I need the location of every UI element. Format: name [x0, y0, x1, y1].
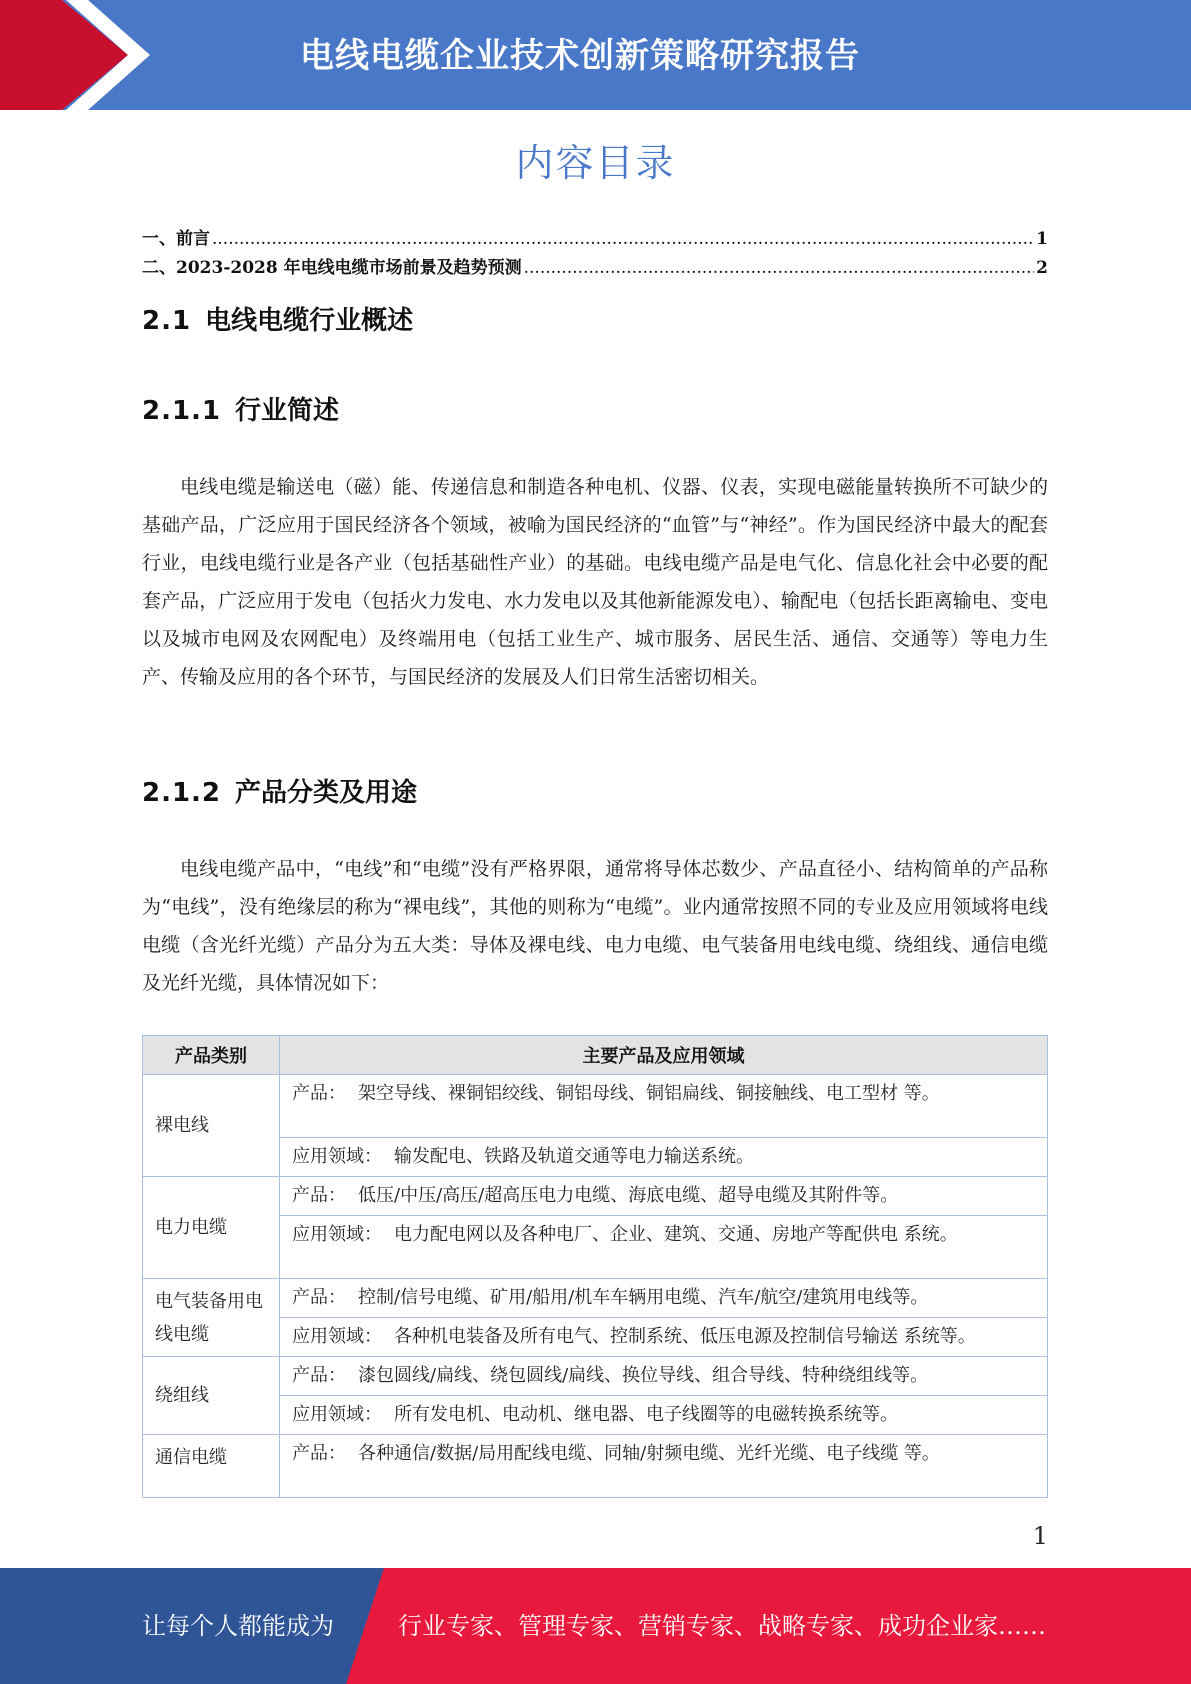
page-number: 1: [1032, 1522, 1048, 1550]
section-title: 电线电缆行业概述: [205, 306, 414, 336]
application-text: 电力配电网以及各种电厂、企业、建筑、交通、房地产等配供电 系统。: [394, 1224, 958, 1245]
toc-entry-label: 二、2023-2028 年电线电缆市场前景及趋势预测: [142, 258, 522, 278]
product-label: 产品：: [292, 1443, 346, 1464]
section-heading-2-1-1: [142, 390, 339, 427]
report-title: 电线电缆企业技术创新策略研究报告: [300, 36, 860, 76]
paragraph-industry-overview: 电线电缆是输送电（磁）能、传递信息和制造各种电机、仪器、仪表，实现电磁能量转换所不可缺少的基础产品，广泛应用于国民经济各个领域，被喻为国民经济的“血管”与“神经”。作为国民经济中最大的配套行业，电线电缆行业是各产业（包括基础性产业）的基础。电线电缆产品是电气化、信息化社会中必要的配套产品，广泛应用于发电（包括火力发电、水力发电以及其他新能源发电）、输配电（包括长距离输电、变电以及城市电网及农网配电）及终端用电（包括工业生产、城市服务、居民生活、通信、交通等）等电力生产、传输及应用的各个环节，与国民经济的发展及人们日常生活密切相关。: [142, 476, 1048, 688]
footer-slogan-left: 让每个人都能成为: [142, 1612, 334, 1640]
category-cell: 裸电线: [143, 1075, 280, 1177]
toc-list: [142, 224, 1048, 282]
application-label: 应用领域：: [292, 1224, 382, 1245]
product-cell: [280, 1357, 1048, 1396]
section-title: 产品分类及用途: [235, 778, 418, 808]
product-label: 产品：: [292, 1083, 346, 1104]
application-label: 应用领域：: [292, 1326, 382, 1347]
toc-title: 内容目录: [515, 141, 676, 185]
column-header: 主要产品及应用领域: [280, 1036, 1048, 1075]
table-row: [143, 1279, 1048, 1318]
toc-entry-label: 一、前言: [142, 229, 210, 249]
product-label: 产品：: [292, 1287, 346, 1308]
category-cell: 电力电缆: [143, 1177, 280, 1279]
footer-banner: [0, 1568, 1191, 1684]
product-text: 控制/信号电缆、矿用/船用/机车车辆用电缆、汽车/航空/建筑用电线等。: [358, 1287, 929, 1308]
section-heading-2-1-2: [142, 772, 417, 809]
product-category-table: [142, 1035, 1048, 1498]
section-number: 2.1: [142, 306, 192, 336]
toc-entry-page: 2: [1036, 258, 1048, 278]
product-cell: [280, 1279, 1048, 1318]
application-text: 各种机电装备及所有电气、控制系统、低压电源及控制信号输送 系统等。: [394, 1326, 976, 1347]
product-text: 架空导线、裸铜铝绞线、铜铝母线、铜铝扁线、铜接触线、电工型材 等。: [358, 1083, 940, 1104]
table-row: [143, 1357, 1048, 1396]
section-heading-2-1: [142, 300, 413, 337]
application-text: 输发配电、铁路及轨道交通等电力输送系统。: [394, 1146, 754, 1167]
product-cell: [280, 1177, 1048, 1216]
column-header: 产品类别: [143, 1036, 280, 1075]
product-label: 产品：: [292, 1185, 346, 1206]
toc-leader-dots: [212, 229, 1034, 249]
product-label: 产品：: [292, 1365, 346, 1386]
application-text: 所有发电机、电动机、继电器、电子线圈等的电磁转换系统等。: [394, 1404, 898, 1425]
section-number: 2.1.2: [142, 778, 222, 808]
product-text: 低压/中压/高压/超高压电力电缆、海底电缆、超导电缆及其附件等。: [358, 1185, 899, 1206]
table-row: [143, 1435, 1048, 1498]
toc-entry-page: 1: [1036, 229, 1048, 249]
product-text: 各种通信/数据/局用配线电缆、同轴/射频电缆、光纤光缆、电子线缆 等。: [358, 1443, 940, 1464]
table-row: [143, 1177, 1048, 1216]
red-chevron-logo: [0, 0, 160, 110]
section-title: 行业简述: [235, 396, 340, 426]
table-header-row: [143, 1036, 1048, 1075]
application-cell: [280, 1318, 1048, 1357]
application-label: 应用领域：: [292, 1404, 382, 1425]
product-cell: [280, 1075, 1048, 1138]
header-banner: [0, 0, 1191, 110]
category-cell: 绕组线: [143, 1357, 280, 1435]
toc-leader-dots: [524, 258, 1035, 278]
paragraph-product-classification: 电线电缆产品中，“电线”和“电缆”没有严格界限，通常将导体芯数少、产品直径小、结构简单的产品称为“电线”，没有绝缘层的称为“裸电线”，其他的则称为“电缆”。业内通常按照不同的专业及应用领域将电线电缆（含光纤光缆）产品分为五大类：导体及裸电线、电力电缆、电气装备用电线电缆、绕组线、通信电缆及光纤光缆，具体情况如下：: [142, 858, 1048, 994]
section-number: 2.1.1: [142, 396, 222, 426]
toc-entry[interactable]: [142, 253, 1048, 282]
application-cell: [280, 1396, 1048, 1435]
footer-slogan-right: 行业专家、管理专家、营销专家、战略专家、成功企业家……: [398, 1612, 1046, 1640]
product-cell: [280, 1435, 1048, 1498]
toc-entry[interactable]: [142, 224, 1048, 253]
category-cell: 通信电缆: [143, 1435, 280, 1498]
table-row: [143, 1075, 1048, 1138]
application-cell: [280, 1138, 1048, 1177]
application-cell: [280, 1216, 1048, 1279]
category-cell: 电气装备用电线电缆: [143, 1279, 280, 1357]
product-text: 漆包圆线/扁线、绕包圆线/扁线、换位导线、组合导线、特种绕组线等。: [358, 1365, 929, 1386]
application-label: 应用领域：: [292, 1146, 382, 1167]
